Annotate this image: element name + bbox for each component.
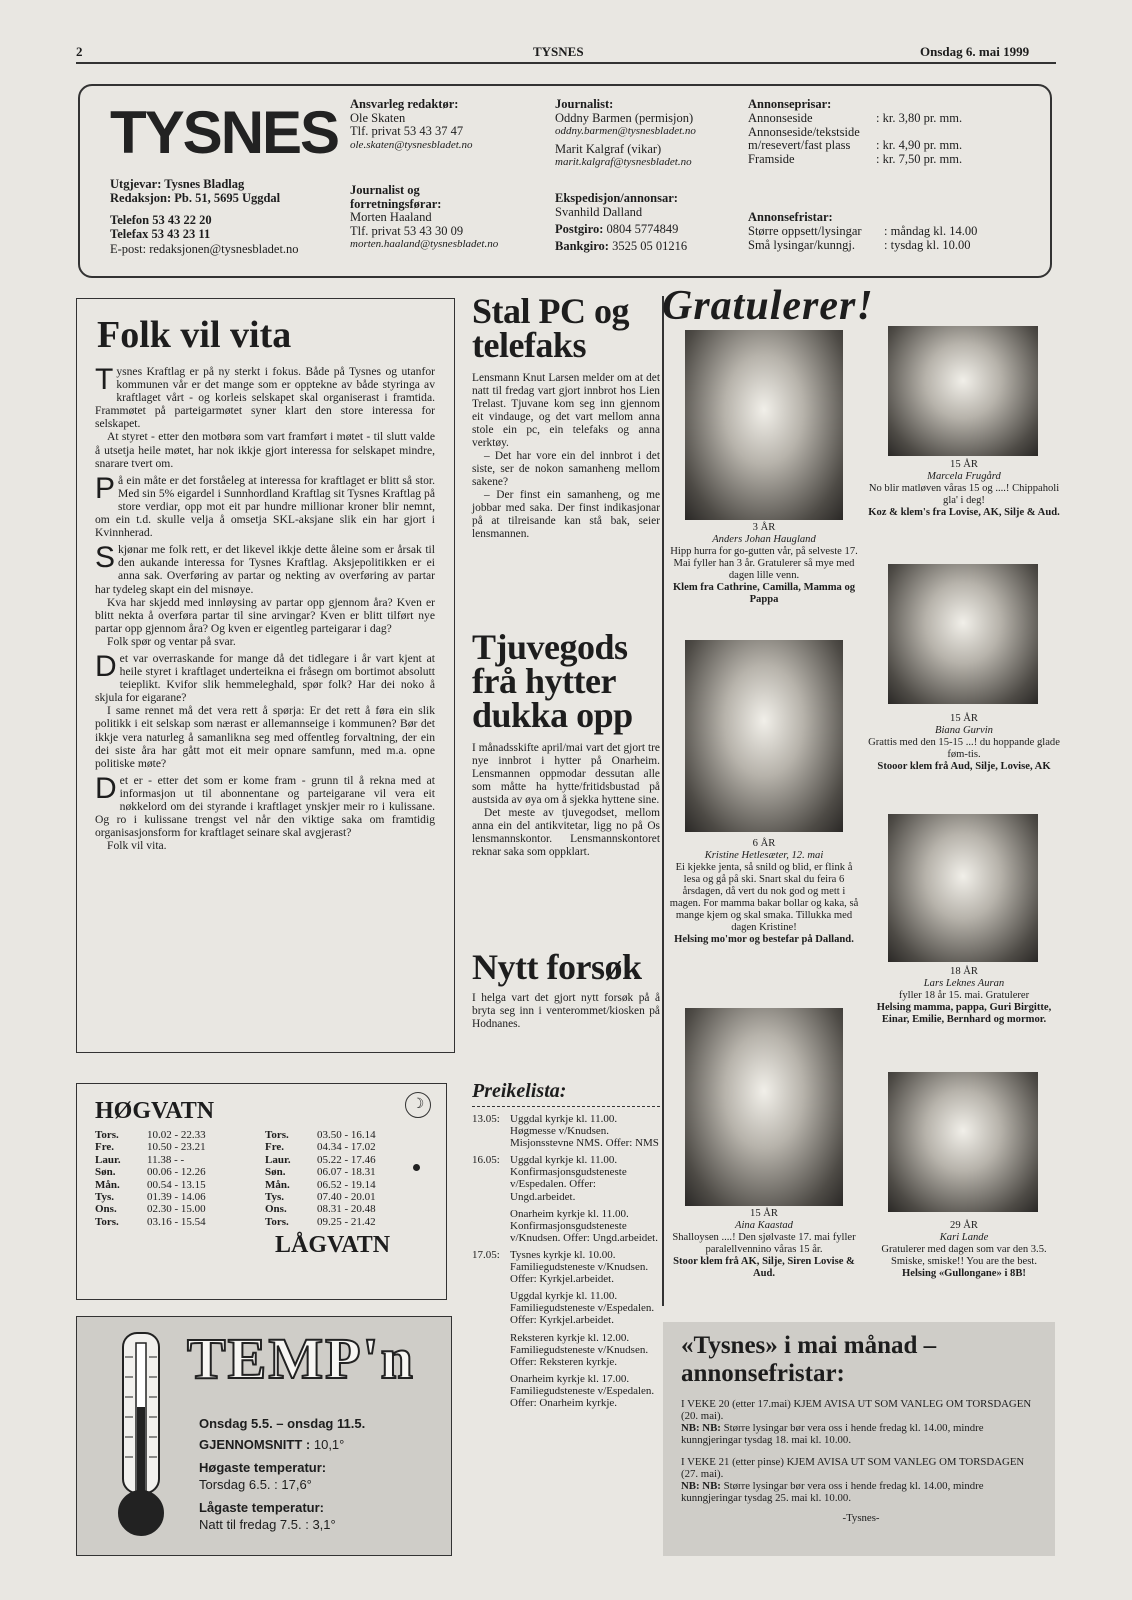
tide-day: Tors. <box>265 1215 289 1228</box>
tide-row <box>265 1141 415 1153</box>
congrats-name: Lars Leknes Auran <box>923 978 1005 989</box>
tide-time: 03.50 - 16.14 <box>317 1129 376 1141</box>
tide-row <box>265 1203 415 1215</box>
column-rule <box>662 296 664 1306</box>
portrait-photo <box>888 564 1038 704</box>
tide-day: Ons. <box>95 1203 117 1216</box>
notice-body <box>681 1398 1041 1524</box>
email-line: E-post: redaksjonen@tysnesbladet.no <box>110 242 299 256</box>
temp-title: TEMP'n <box>187 1326 415 1391</box>
tide-time: 01.39 - 14.06 <box>147 1191 206 1204</box>
church-date <box>472 1290 510 1326</box>
editorial-box <box>76 298 455 1053</box>
drop-cap: T <box>95 363 114 396</box>
tide-day: Laur. <box>95 1153 121 1166</box>
headline: frå hytter <box>472 661 616 701</box>
headline: Tjuvegods <box>472 627 628 667</box>
notice-paragraph: I VEKE 20 (etter 17.mai) KJEM AVISA UT SOM VANLEG OM TORSDAGEN (20. mai). <box>681 1398 1032 1422</box>
price-1-name: Annonseside <box>748 110 813 125</box>
congrats-text: Gratulerer med dagen som var den 3.5. Smiske, smiske!! You are the best. <box>881 1244 1047 1267</box>
deadline-2-value: : tysdag kl. 10.00 <box>884 237 971 252</box>
expedition-label: Ekspedisjon/annonsar: <box>555 191 678 205</box>
tide-row <box>265 1166 415 1178</box>
phone-line: Telefon 53 43 22 20 <box>110 213 212 227</box>
journalist-email-2: marit.kalgraf@tysnesbladet.no <box>555 156 692 168</box>
moon-icon: ☽ <box>405 1092 431 1118</box>
notice-signature: -Tysnes- <box>842 1512 880 1524</box>
address-line: Redaksjon: Pb. 51, 5695 Uggdal <box>110 191 281 205</box>
tide-row <box>95 1191 255 1203</box>
journalist-email-1: oddny.barmen@tysnesbladet.no <box>555 125 696 137</box>
news-tjuvegods <box>472 627 660 859</box>
tide-time: 11.38 - - <box>147 1153 185 1166</box>
news-paragraph: Det meste av tjuvegodset, mellom anna ein del antikvitetar, ligg no på Os lensmannskontor. Lensmannskontoret reknar saka som oppklart. <box>472 807 660 858</box>
prices-label: Annonseprisar: <box>748 97 832 111</box>
journalist2-phone: Tlf. privat 53 43 30 09 <box>350 223 464 238</box>
editor-phone: Tlf. privat 53 43 37 47 <box>350 124 464 138</box>
congrats-name: Aina Kaastad <box>735 1220 793 1231</box>
portrait-photo <box>888 814 1038 962</box>
church-date <box>472 1208 510 1244</box>
editorial-paragraph: Kva har skjedd med innløysing av partar opp gjennom åra? Kven er blitt nekta å overføra partar til sine arvingar? Kven er blitt tilført nye partar opp gjennom åra? Og kven er eigentleg parteigarar i dag? <box>95 595 435 635</box>
congrats-age: 3 ÅR <box>752 522 776 533</box>
congrats-name: Anders Johan Haugland <box>712 534 816 545</box>
tide-time: 10.02 - 22.33 <box>147 1129 206 1141</box>
postgiro-value: 0804 5774849 <box>606 222 679 236</box>
tide-row <box>95 1216 255 1228</box>
headline: Stal PC og <box>472 291 629 331</box>
temperature-box <box>76 1316 452 1556</box>
postgiro-label: Postgiro: <box>555 222 604 236</box>
news-paragraph: – Det har vore ein del innbrot i det siste, ser de nokon samanheng mellom sakene? <box>472 450 660 488</box>
price-4-name: Framside <box>748 152 795 166</box>
congrats-caption <box>868 1220 1060 1280</box>
tide-day: Ons. <box>265 1203 287 1216</box>
editor-name: Ole Skaten <box>350 110 406 125</box>
temp-avg-value: 10,1° <box>313 1437 345 1452</box>
news-paragraph: I månadsskifte april/mai vart det gjort tre nye innbrot i hytter på Onarheim. Lensmannen oppmodar dessutan alle som måtte ha hytte/fritidsbustad på austsida av øya om å sjekka hyttene sine. <box>472 742 660 806</box>
congrats-name: Kari Lande <box>939 1232 989 1243</box>
deadlines-label: Annonsefristar: <box>748 210 833 224</box>
editorial-paragraph: et var overraskande for mange då det tidlegare i år vart kjent at heile styret i kraftlaget underteikna ei fråsegn om bortimot absolutt teieplikt. Kvifor slik hemmeleghald, spør folk? Har dei noko å skjula for eigarane? <box>95 651 435 705</box>
fax-line: Telefax 53 43 23 11 <box>110 227 211 241</box>
tide-day: Tors. <box>95 1129 119 1141</box>
tide-day: Tors. <box>265 1129 289 1141</box>
church-entry <box>472 1208 660 1244</box>
tide-table-box <box>76 1083 447 1300</box>
headline: Nytt forsøk <box>472 947 642 987</box>
journalist-name-1: Oddny Barmen (permisjon) <box>555 110 694 125</box>
temp-period: Onsdag 5.5. – onsdag 11.5. <box>199 1416 366 1431</box>
headline: telefaks <box>472 325 586 365</box>
price-3-value: : kr. 4,90 pr. mm. <box>876 138 963 152</box>
headline: dukka opp <box>472 695 633 735</box>
price-1-value: : kr. 3,80 pr. mm. <box>876 110 963 125</box>
news-nytt-forsok <box>472 947 660 1031</box>
drop-cap: D <box>95 771 117 805</box>
price-3-name: m/resevert/fast plass <box>748 138 851 152</box>
tide-row <box>265 1216 415 1228</box>
editorial-paragraph: å ein måte er det forståeleg at interessa for kraftlaget er blitt så stor. Med sin 5% eigardel i Sunnhordland Kraftlag sit Tysnes Kraftlag på store verdiar, opp mot eit par hundre millionar kroner blir nemnt, om ein t.d. skulle velja å omsetja SKL-aksjane slik ein har gjort i Kvinnherad. <box>95 473 435 540</box>
church-entry <box>472 1113 660 1149</box>
tide-time: 00.06 - 12.26 <box>147 1166 206 1179</box>
thermometer-icon <box>95 1327 187 1545</box>
church-service: Uggdal kyrkje kl. 11.00. Konfirmasjonsgudsteneste v/Espedalen. Offer: Ungd.arbeidet. <box>510 1154 627 1203</box>
tide-day: Mån. <box>265 1178 290 1191</box>
church-service: Uggdal kyrkje kl. 11.00. Høgmesse v/Knudsen. Misjonsstevne NMS. Offer: NMS <box>510 1113 659 1150</box>
journalist2-email: morten.haaland@tysnesbladet.no <box>350 238 499 250</box>
tide-time: 02.30 - 15.00 <box>147 1203 206 1216</box>
editorial-paragraph: Folk vil vita. <box>107 839 167 853</box>
tide-time: 10.50 - 23.21 <box>147 1141 206 1154</box>
tide-row <box>265 1129 415 1141</box>
tide-day: Mån. <box>95 1178 120 1191</box>
journalist2-name: Morten Haaland <box>350 210 432 224</box>
congrats-from: Stooor klem frå Aud, Silje, Lovise, AK <box>877 761 1051 772</box>
notice-title: «Tysnes» i mai månad – <box>681 1332 937 1359</box>
congrats-caption <box>668 522 860 606</box>
editorial-paragraph: Folk spør og ventar på svar. <box>107 634 236 648</box>
bankgiro-label: Bankgiro: <box>555 238 609 253</box>
tide-time: 00.54 - 13.15 <box>147 1178 206 1191</box>
congrats-age: 15 ÅR <box>750 1208 778 1219</box>
notice-paragraph: Større lysingar bør vera oss i hende fredag kl. 14.00, mindre kunngjeringar tysdag 18. mai kl. 10.00. <box>681 1422 984 1446</box>
tide-row <box>265 1154 415 1166</box>
church-list <box>472 1080 660 1414</box>
tide-time: 06.52 - 19.14 <box>317 1178 376 1191</box>
congrats-name: Biana Gurvin <box>935 725 993 736</box>
congrats-age: 6 ÅR <box>752 838 776 849</box>
editor-label: Ansvarleg redaktør: <box>350 97 459 111</box>
congrats-caption <box>668 1208 860 1280</box>
congrats-caption <box>868 459 1060 519</box>
news-paragraph: – Der finst ein samanheng, og me jobbar med saka. Der finst indikasjonar på at tilreisande kan stå bak, seier lensmannen. <box>472 489 660 540</box>
editorial-body <box>95 365 435 852</box>
paper-name: TYSNES <box>533 44 584 59</box>
temp-readings <box>199 1415 365 1533</box>
tide-day: Fre. <box>265 1141 285 1154</box>
expedition-name: Svanhild Dalland <box>555 204 643 219</box>
tide-time: 05.22 - 17.46 <box>317 1153 376 1166</box>
congrats-text: Hipp hurra for go-gutten vår, på selveste 17. Mai fyller han 3 år. Gratulerer så mye med dagen lille venn. <box>670 546 858 581</box>
congrats-from: Koz & klem's fra Lovise, AK, Silje & Aud. <box>868 507 1060 518</box>
news-paragraph: Lensmann Knut Larsen melder om at det natt til fredag vart gjort innbrot hos Lien Trelast. Tjuvane kom seg inn gjennom eit vindauge, og det vart mellom anna stole ein pc, ein telefaks og anna verktøy. <box>472 372 660 449</box>
portrait-photo <box>685 330 843 520</box>
congrats-name: Marcela Frugård <box>927 471 1001 482</box>
tide-time: 07.40 - 20.01 <box>317 1191 376 1204</box>
church-service: Onarheim kyrkje kl. 11.00. Konfirmasjonsgudsteneste v/Knudsen. Offer: Ungd.arbeidet. <box>510 1207 658 1244</box>
notice-paragraph: I VEKE 21 (etter pinse) KJEM AVISA UT SOM VANLEG OM TORSDAGEN (27. mai). <box>681 1456 1025 1480</box>
congrats-from: Helsing mamma, pappa, Guri Birgitte, Einar, Emilie, Bernhard og mormor. <box>876 1002 1052 1025</box>
church-date <box>472 1373 510 1409</box>
price-2-name: Annonseside/tekstside <box>748 124 860 139</box>
drop-cap: P <box>95 471 116 505</box>
portrait-photo <box>888 326 1038 456</box>
church-entry <box>472 1249 660 1285</box>
price-4-value: : kr. 7,50 pr. mm. <box>876 152 963 166</box>
congrats-name: Kristine Hetlesæter, 12. mai <box>704 850 824 861</box>
temp-high-value: Torsdag 6.5. : 17,6° <box>199 1477 312 1492</box>
editorial-paragraph: I same rennet må det vera rett å spørja: Er det rett å føra ein slik politikk i eit selskap som nærast er allemannseige i kommunen? Bør det ikkje vera naturleg å samanlikna seg med offentleg forvaltning, der ein dei siste åra har gått mot eit meir opnare samfunn, med m.a. opne politiske møte? <box>95 704 435 770</box>
editorial-paragraph: At styret - etter den motbøra som vart framført i møtet - til slutt valde å utsetja heile møtet, har nok ikkje gjort interessa for selskapet mindre, snarare tvert om. <box>95 430 435 470</box>
church-service: Uggdal kyrkje kl. 11.00. Familiegudsteneste v/Espedalen. Offer: Kyrkjel.arbeidet. <box>510 1290 655 1327</box>
editor-email: ole.skaten@tysnesbladet.no <box>350 138 473 151</box>
tide-title: HØGVATN <box>95 1098 215 1124</box>
church-date <box>472 1332 510 1368</box>
portrait-photo <box>685 1008 843 1206</box>
issue-date: Onsdag 6. mai 1999 <box>920 44 1030 59</box>
portrait-photo <box>888 1072 1038 1212</box>
nb-label: NB: NB: <box>681 1480 721 1492</box>
news-paragraph: I helga vart det gjort nytt forsøk på å bryta seg inn i venterommet/kiosken på Hodnanes. <box>472 992 660 1030</box>
church-entry <box>472 1332 660 1368</box>
congrats-age: 15 ÅR <box>950 459 978 470</box>
tide-time: 04.34 - 17.02 <box>317 1141 376 1154</box>
congrats-caption <box>868 713 1060 773</box>
congrats-from: Helsing mo'mor og bestefar på Dalland. <box>674 934 854 945</box>
notice-title-2: annonsefristar: <box>681 1360 845 1387</box>
tide-day: Søn. <box>95 1166 116 1179</box>
tide-time: 08.31 - 20.48 <box>317 1203 376 1216</box>
editorial-paragraph: et er - etter det som er kome fram - grunn til å rekna med at informasjon ut til abonnentane og parteigarane vil vera eit nøkkelord om dei styrande i kraftlaget ynskjer meir ro i kulissane. Og ro i kulissane trengst vel når den viktige saka om framtidig organisasjonsform for kraftlaget seinare skal avgjerast? <box>95 773 435 840</box>
tide-day: Tys. <box>95 1191 115 1204</box>
tide-day: Tors. <box>95 1215 119 1228</box>
tide-row <box>95 1166 255 1178</box>
congrats-age: 29 ÅR <box>950 1220 978 1231</box>
congrats-age: 18 ÅR <box>950 966 978 977</box>
nb-label: NB: NB: <box>681 1422 721 1434</box>
masthead-logo: TYSNES <box>110 99 339 166</box>
deadline-notice-box <box>663 1322 1055 1556</box>
church-service: Onarheim kyrkje kl. 17.00. Familiegudsteneste v/Espedalen. Offer: Onarheim kyrkje. <box>510 1372 655 1409</box>
church-entry <box>472 1290 660 1326</box>
congrats-from: Stoor klem frå AK, Silje, Siren Lovise & Aud. <box>673 1256 855 1279</box>
tide-low-list <box>265 1129 415 1228</box>
temp-low-label: Lågaste temperatur: <box>199 1500 324 1515</box>
tide-time: 06.07 - 18.31 <box>317 1166 376 1179</box>
congrats-from: Klem fra Cathrine, Camilla, Mamma og Pappa <box>672 582 856 605</box>
tide-day: Tys. <box>265 1191 285 1204</box>
journalist-label: Journalist: <box>555 97 614 111</box>
church-date: 17.05: <box>472 1248 500 1261</box>
drop-cap: D <box>95 649 117 683</box>
deadline-1-name: Større oppsett/lysingar <box>748 223 862 238</box>
church-service: Reksteren kyrkje kl. 12.00. Familiegudsteneste v/Knudsen. Offer: Reksteren kyrkje. <box>510 1331 649 1368</box>
tide-row <box>95 1141 255 1153</box>
notice-paragraph: Større lysingar bør vera oss i hende fredag kl. 14.00, mindre kunngjeringar tysdag 25. mai kl. 10.00. <box>681 1480 984 1504</box>
temp-avg-label: GJENNOMSNITT : <box>199 1437 311 1452</box>
congrats-caption <box>868 966 1060 1026</box>
masthead-box <box>78 84 1052 278</box>
tide-row <box>95 1154 255 1166</box>
deadline-2-name: Små lysingar/kunngj. <box>748 237 855 252</box>
congrats-age: 15 ÅR <box>950 713 978 724</box>
temp-high-label: Høgaste temperatur: <box>199 1460 327 1475</box>
church-service: Tysnes kyrkje kl. 10.00. Familiegudsteneste v/Knudsen. Offer: Kyrkjel.arbeidet. <box>510 1248 649 1286</box>
portrait-photo <box>685 640 843 832</box>
gratulerer-title: Gratulerer! <box>662 283 874 329</box>
congrats-text: Grattis med den 15-15 ...! du hoppande glade føm-tis. <box>868 737 1060 760</box>
church-list-title: Preikelista: <box>472 1080 660 1107</box>
drop-cap: S <box>95 541 116 575</box>
news-stal <box>472 291 660 541</box>
tide-row <box>95 1203 255 1215</box>
tide-row <box>265 1179 415 1191</box>
tide-time: 03.16 - 15.54 <box>147 1215 206 1228</box>
congrats-from: Helsing «Gullongane» i 8B! <box>902 1268 1026 1279</box>
church-entry <box>472 1154 660 1202</box>
tide-day: Søn. <box>265 1166 286 1179</box>
congrats-text: Shalloysen ....! Den sjølvaste 17. mai fyller paralellvennino våras 15 år. <box>672 1232 856 1255</box>
header-rule <box>76 62 1056 64</box>
deadline-1-value: : måndag kl. 14.00 <box>884 223 978 238</box>
congrats-caption <box>668 838 860 946</box>
congrats-text: Ei kjekke jenta, så snild og blid, er flink å lesa og gå på ski. Snart skal du feira 6 årsdagen, då vert du nok god og mett i magen. For mamma bakar bollar og kaka, så mange kjem og skal smaka. Tillukka med dagen Kristine! <box>669 862 859 933</box>
tide-row <box>95 1179 255 1191</box>
tide-day: Laur. <box>265 1153 291 1166</box>
tide-footer: LÅGVATN <box>275 1232 391 1258</box>
temp-low-value: Natt til fredag 7.5. : 3,1° <box>199 1517 336 1532</box>
journalist2-label: Journalist og <box>350 183 420 197</box>
journalist2-label2: forretningsførar: <box>350 196 442 211</box>
tide-day: Fre. <box>95 1141 115 1154</box>
congrats-text: fyller 18 år 15. mai. Gratulerer <box>898 990 1030 1001</box>
page-number: 2 <box>76 44 83 59</box>
church-date: 16.05: <box>472 1154 500 1167</box>
editorial-paragraph: kjønar me folk rett, er det likevel ikkje dette åleine som er årsak til den aukande interessa for Tysnes Kraftlag. Aksjepolitikken er ei anna sak. Overføring av partar og nekting av overføring av partar har tydeleg skapt ein del misnøye. <box>95 543 435 596</box>
journalist-name-2: Marit Kalgraf (vikar) <box>555 141 662 156</box>
church-entry <box>472 1373 660 1409</box>
church-date: 13.05: <box>472 1113 500 1125</box>
congrats-text: No blir matløven våras 15 og ....! Chippaholi gla' i deg! <box>868 483 1060 506</box>
editorial-title: Folk vil vita <box>97 314 292 356</box>
tide-row <box>265 1191 415 1203</box>
tide-high-list <box>95 1129 255 1228</box>
tide-time: 09.25 - 21.42 <box>317 1215 376 1228</box>
tide-row <box>95 1129 255 1141</box>
publisher-line: Utgjevar: Tysnes Bladlag <box>110 177 245 191</box>
editorial-paragraph: ysnes Kraftlag er på ny sterkt i fokus. Både på Tysnes og utanfor kommunen vår er det mange som er opptekne av både styringa av kraftlaget vårt - og korleis selskapet skal organiserast i framtida. Frammøtet på parteigarmøtet syner klart den store interessa for selskapet. <box>95 365 435 431</box>
bankgiro-value: 3525 05 01216 <box>612 238 688 253</box>
